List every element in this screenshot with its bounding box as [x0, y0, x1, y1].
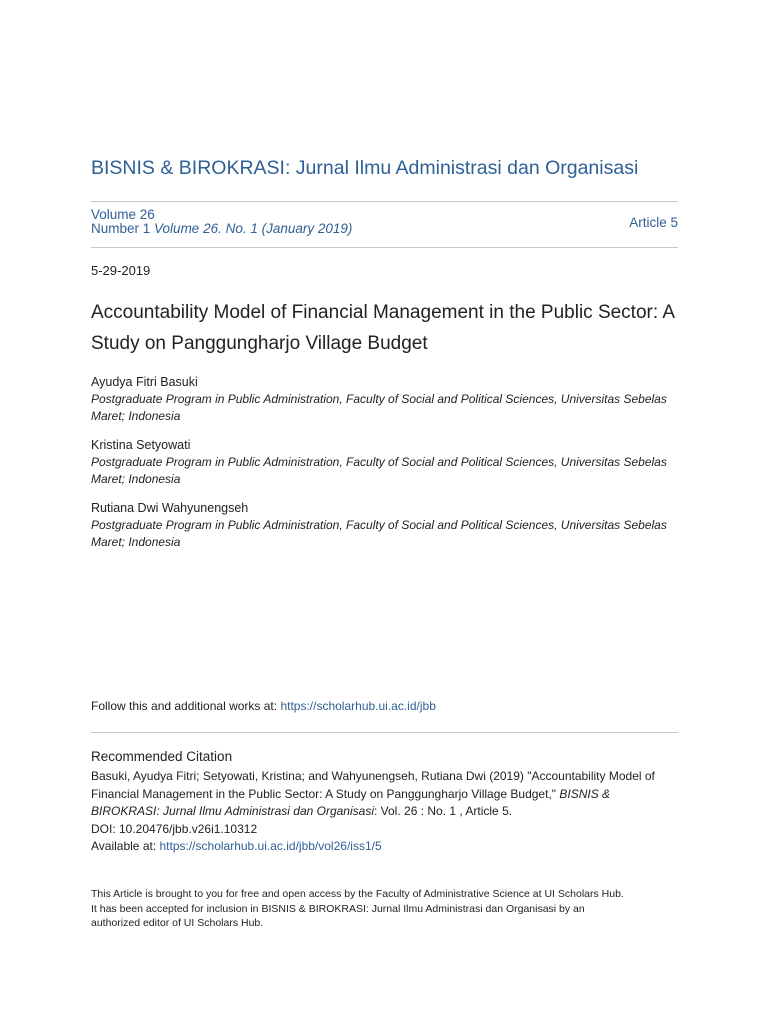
author-name[interactable]: Ayudya Fitri Basuki	[91, 375, 198, 389]
issue-info	[91, 208, 352, 236]
divider-issue	[91, 247, 678, 248]
citation-part1: Basuki, Ayudya Fitri; Setyowati, Kristina; and Wahyunengseh, Rutiana Dwi (2019) "Accountability Model of Financial Management in the Public Sector: A Study on Panggungharjo Village Budget,"	[91, 769, 655, 801]
citation-journal: BISNIS & BIROKRASI: Jurnal Ilmu Administrasi dan Organisasi	[91, 786, 611, 818]
author-item	[91, 500, 678, 551]
author-item	[91, 437, 678, 488]
volume-link[interactable]: Volume 26	[91, 207, 155, 222]
notice-line3: authorized editor of UI Scholars Hub.	[91, 917, 264, 929]
article-number-link[interactable]: Article 5	[629, 215, 678, 230]
citation-text	[91, 768, 678, 856]
author-affiliation: Postgraduate Program in Public Administration, Faculty of Social and Political Sciences, Universitas Sebelas Maret; Indonesia	[91, 518, 667, 549]
citation-heading: Recommended Citation	[91, 749, 233, 764]
author-name[interactable]: Kristina Setyowati	[91, 438, 191, 452]
author-affiliation: Postgraduate Program in Public Administration, Faculty of Social and Political Sciences, Universitas Sebelas Maret; Indonesia	[91, 392, 667, 423]
available-label: Available at:	[91, 839, 157, 853]
available-url-link[interactable]: https://scholarhub.ui.ac.id/jbb/vol26/iss1/5	[159, 839, 382, 853]
author-affiliation: Postgraduate Program in Public Administration, Faculty of Social and Political Sciences, Universitas Sebelas Maret; Indonesia	[91, 455, 667, 486]
divider-citation	[91, 732, 678, 733]
author-list	[91, 374, 678, 563]
follow-line	[91, 699, 436, 713]
issue-title-link[interactable]: Volume 26. No. 1 (January 2019)	[154, 221, 353, 236]
notice-line2: It has been accepted for inclusion in BISNIS & BIROKRASI: Jurnal Ilmu Administrasi dan Organisasi by an	[91, 902, 585, 915]
divider-top	[91, 201, 678, 202]
publication-date: 5-29-2019	[91, 263, 151, 278]
journal-title-link[interactable]: BISNIS & BIROKRASI: Jurnal Ilmu Administrasi dan Organisasi	[91, 157, 639, 179]
notice-line1: This Article is brought to you for free and open access by the Faculty of Administrative Science at UI Scholars Hub.	[91, 888, 624, 900]
access-notice	[91, 887, 678, 931]
citation-doi: DOI: 10.20476/jbb.v26i1.10312	[91, 821, 258, 836]
author-name[interactable]: Rutiana Dwi Wahyunengseh	[91, 501, 249, 515]
follow-label: Follow this and additional works at:	[91, 699, 278, 713]
number-link[interactable]: Number 1	[91, 221, 151, 236]
article-title: Accountability Model of Financial Management in the Public Sector: A Study on Panggungharjo Village Budget	[91, 302, 674, 354]
author-item	[91, 374, 678, 425]
citation-part2: : Vol. 26 : No. 1 , Article 5.	[374, 804, 513, 818]
follow-url-link[interactable]: https://scholarhub.ui.ac.id/jbb	[280, 699, 436, 713]
